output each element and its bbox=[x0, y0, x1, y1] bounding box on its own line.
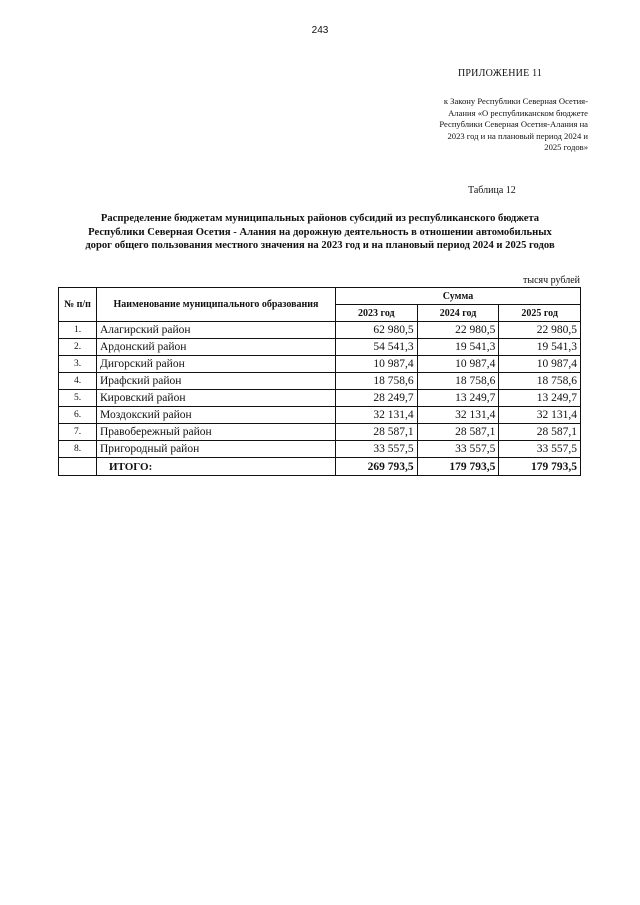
value-2023: 10 987,4 bbox=[336, 356, 418, 373]
value-2024: 18 758,6 bbox=[417, 373, 499, 390]
district-name: Пригородный район bbox=[97, 441, 336, 458]
value-2023: 18 758,6 bbox=[336, 373, 418, 390]
header-year-2025: 2025 год bbox=[499, 305, 581, 322]
table-label: Таблица 12 bbox=[468, 185, 516, 196]
row-number: 3. bbox=[59, 356, 97, 373]
value-2025: 13 249,7 bbox=[499, 390, 581, 407]
law-reference bbox=[392, 96, 588, 154]
value-2023: 33 557,5 bbox=[336, 441, 418, 458]
header-sum: Сумма bbox=[336, 288, 581, 305]
row-number: 2. bbox=[59, 339, 97, 356]
law-reference-line: 2025 годов» bbox=[544, 142, 588, 153]
value-2025: 19 541,3 bbox=[499, 339, 581, 356]
value-2025: 33 557,5 bbox=[499, 441, 581, 458]
header-year-2023: 2023 год bbox=[336, 305, 418, 322]
table-row bbox=[59, 356, 581, 373]
district-name: Кировский район bbox=[97, 390, 336, 407]
table-row bbox=[59, 441, 581, 458]
total-number-cell bbox=[59, 458, 97, 476]
value-2025: 10 987,4 bbox=[499, 356, 581, 373]
law-reference-line: Республики Северная Осетия-Алания на bbox=[439, 119, 588, 130]
row-number: 8. bbox=[59, 441, 97, 458]
header-year-2024: 2024 год bbox=[417, 305, 499, 322]
table-row bbox=[59, 339, 581, 356]
table-row bbox=[59, 322, 581, 339]
row-number: 4. bbox=[59, 373, 97, 390]
title-line: Распределение бюджетам муниципальных районов субсидий из республиканского бюджета bbox=[100, 213, 540, 224]
value-2025: 28 587,1 bbox=[499, 424, 581, 441]
row-number: 1. bbox=[59, 322, 97, 339]
page-number: 243 bbox=[311, 25, 329, 36]
value-2025: 32 131,4 bbox=[499, 407, 581, 424]
value-2023: 28 587,1 bbox=[336, 424, 418, 441]
total-label: ИТОГО: bbox=[97, 458, 336, 476]
value-2023: 32 131,4 bbox=[336, 407, 418, 424]
table-row bbox=[59, 424, 581, 441]
value-2023: 54 541,3 bbox=[336, 339, 418, 356]
header-num: № п/п bbox=[59, 288, 97, 322]
value-2024: 10 987,4 bbox=[417, 356, 499, 373]
law-reference-line: к Закону Республики Северная Осетия- bbox=[443, 96, 588, 106]
district-name: Моздокский район bbox=[97, 407, 336, 424]
district-name: Ирафский район bbox=[97, 373, 336, 390]
table-row bbox=[59, 373, 581, 390]
subsidy-table bbox=[58, 287, 581, 476]
total-2023: 269 793,5 bbox=[336, 458, 418, 476]
value-2025: 18 758,6 bbox=[499, 373, 581, 390]
header-name: Наименование муниципального образования bbox=[97, 288, 336, 322]
title-line: дорог общего пользования местного значения на 2023 год и на плановый период 2024 и 2025 годов bbox=[85, 240, 555, 252]
appendix-title: ПРИЛОЖЕНИЕ 11 bbox=[458, 68, 543, 79]
law-reference-line: Алания «О республиканском бюджете bbox=[448, 107, 588, 118]
value-2024: 22 980,5 bbox=[417, 322, 499, 339]
value-2025: 22 980,5 bbox=[499, 322, 581, 339]
total-row bbox=[59, 458, 581, 476]
document-title bbox=[58, 212, 582, 253]
row-number: 5. bbox=[59, 390, 97, 407]
district-name: Ардонский район bbox=[97, 339, 336, 356]
value-2024: 13 249,7 bbox=[417, 390, 499, 407]
total-2024: 179 793,5 bbox=[417, 458, 499, 476]
law-reference-line: 2023 год и на плановый период 2024 и bbox=[447, 130, 588, 141]
value-2024: 33 557,5 bbox=[417, 441, 499, 458]
district-name: Дигорский район bbox=[97, 356, 336, 373]
value-2024: 19 541,3 bbox=[417, 339, 499, 356]
value-2023: 62 980,5 bbox=[336, 322, 418, 339]
table-row bbox=[59, 407, 581, 424]
table-row bbox=[59, 390, 581, 407]
title-line: Республики Северная Осетия - Алания на дорожную деятельность в отношении автомобильных bbox=[88, 226, 552, 238]
value-2023: 28 249,7 bbox=[336, 390, 418, 407]
district-name: Алагирский район bbox=[97, 322, 336, 339]
row-number: 6. bbox=[59, 407, 97, 424]
value-2024: 32 131,4 bbox=[417, 407, 499, 424]
value-2024: 28 587,1 bbox=[417, 424, 499, 441]
district-name: Правобережный район bbox=[97, 424, 336, 441]
units-label: тысяч рублей bbox=[522, 275, 580, 286]
total-2025: 179 793,5 bbox=[499, 458, 581, 476]
row-number: 7. bbox=[59, 424, 97, 441]
